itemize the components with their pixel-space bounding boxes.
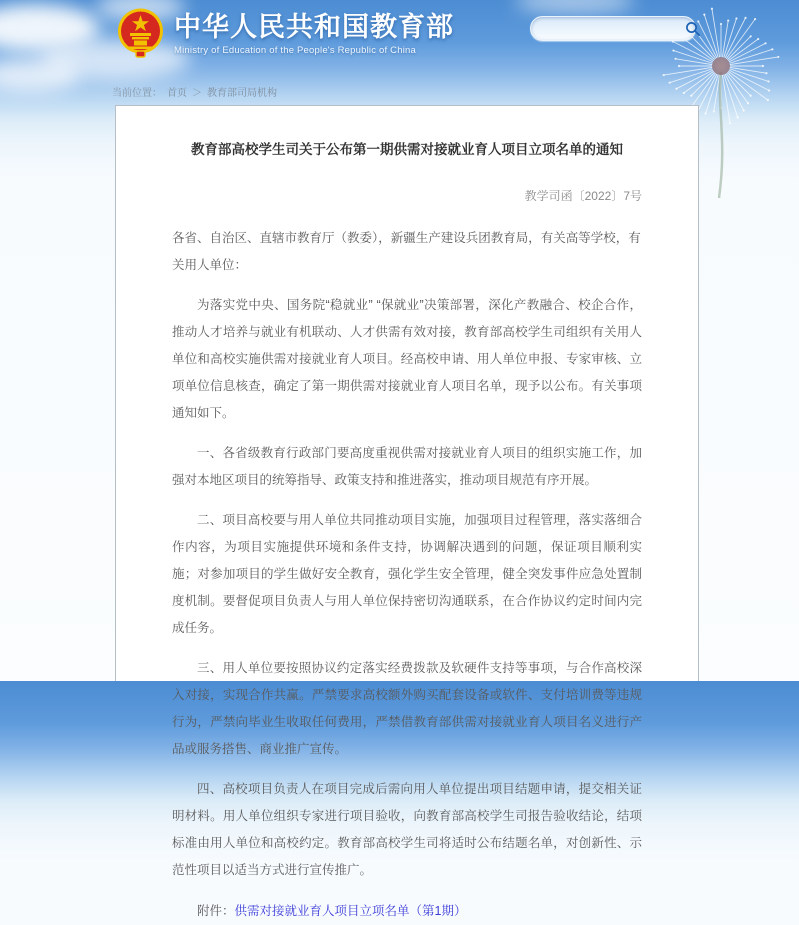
notice-title: 教育部高校学生司关于公布第一期供需对接就业育人项目立项名单的通知 bbox=[191, 142, 623, 157]
attachment-line bbox=[172, 898, 642, 925]
notice-paragraph: 一、各省级教育行政部门要高度重视供需对接就业育人项目的组织实施工作，加强对本地区项目的统筹指导、政策支持和推进落实，推动项目规范有序开展。 bbox=[172, 446, 642, 487]
search-input[interactable] bbox=[543, 17, 685, 40]
doc-number: 教学司函〔2022〕7号 bbox=[524, 189, 642, 203]
search-icon[interactable] bbox=[685, 21, 701, 37]
breadcrumb-current-link[interactable]: 教育部司局机构 bbox=[207, 88, 277, 99]
attachment-label: 附件： bbox=[197, 904, 235, 918]
notice-paragraph: 为落实党中央、国务院“稳就业” “保就业”决策部署，深化产教融合、校企合作，推动人才培养与就业有机联动、人才供需有效对接，教育部高校学生司组织有关用人单位和高校实施供需对接就业育人项目。经高校申请、用人单位申报、专家审核、立项单位信息核查，确定了第一期供需对接就业育人项目名单，现予以公布。有关事项通知如下。 bbox=[172, 298, 642, 420]
site-title: 中华人民共和国教育部 bbox=[174, 12, 454, 42]
breadcrumb-home-link[interactable]: 首页 bbox=[167, 88, 187, 99]
site-header bbox=[0, 0, 799, 80]
notice-paragraph: 三、用人单位要按照协议约定落实经费拨款及软硬件支持等事项，与合作高校深入对接，实现合作共赢。严禁要求高校额外购买配套设备或软件、支付培训费等违规行为，严禁向毕业生收取任何费用，严禁借教育部供需对接就业育人项目名义进行产品或服务搭售、商业推广宣传。 bbox=[172, 661, 642, 756]
salutation: 各省、自治区、直辖市教育厅（教委），新疆生产建设兵团教育局，有关高等学校，有关用人单位： bbox=[172, 231, 641, 272]
attachment-link[interactable]: 供需对接就业育人项目立项名单（第1期） bbox=[234, 904, 467, 918]
notice-paragraph: 四、高校项目负责人在项目完成后需向用人单位提出项目结题申请，提交相关证明材料。用人单位组织专家进行项目验收，向教育部高校学生司报告验收结论，结项标准由用人单位和高校约定。教育部高校学生司将适时公布结题名单，对创新性、示范性项目以适当方式进行宣传推广。 bbox=[172, 782, 642, 877]
site-subtitle: Ministry of Education of the People's Republic of China bbox=[174, 45, 416, 57]
home-logo-link[interactable] bbox=[117, 7, 454, 59]
breadcrumb bbox=[112, 84, 277, 99]
breadcrumb-prefix: 当前位置： bbox=[112, 88, 162, 99]
breadcrumb-separator: ＞ bbox=[192, 88, 202, 99]
search-box bbox=[530, 16, 696, 41]
notice-paragraph: 二、项目高校要与用人单位共同推动项目实施，加强项目过程管理，落实落细合作内容，为项目实施提供环境和条件支持，协调解决遇到的问题，保证项目顺利实施；对参加项目的学生做好安全教育，强化学生安全管理，健全突发事件应急处置制度机制。要督促项目负责人与用人单位保持密切沟通联系，在合作协议约定时间内完成任务。 bbox=[172, 513, 642, 635]
national-emblem-icon bbox=[117, 7, 164, 59]
notice-panel bbox=[115, 105, 699, 918]
